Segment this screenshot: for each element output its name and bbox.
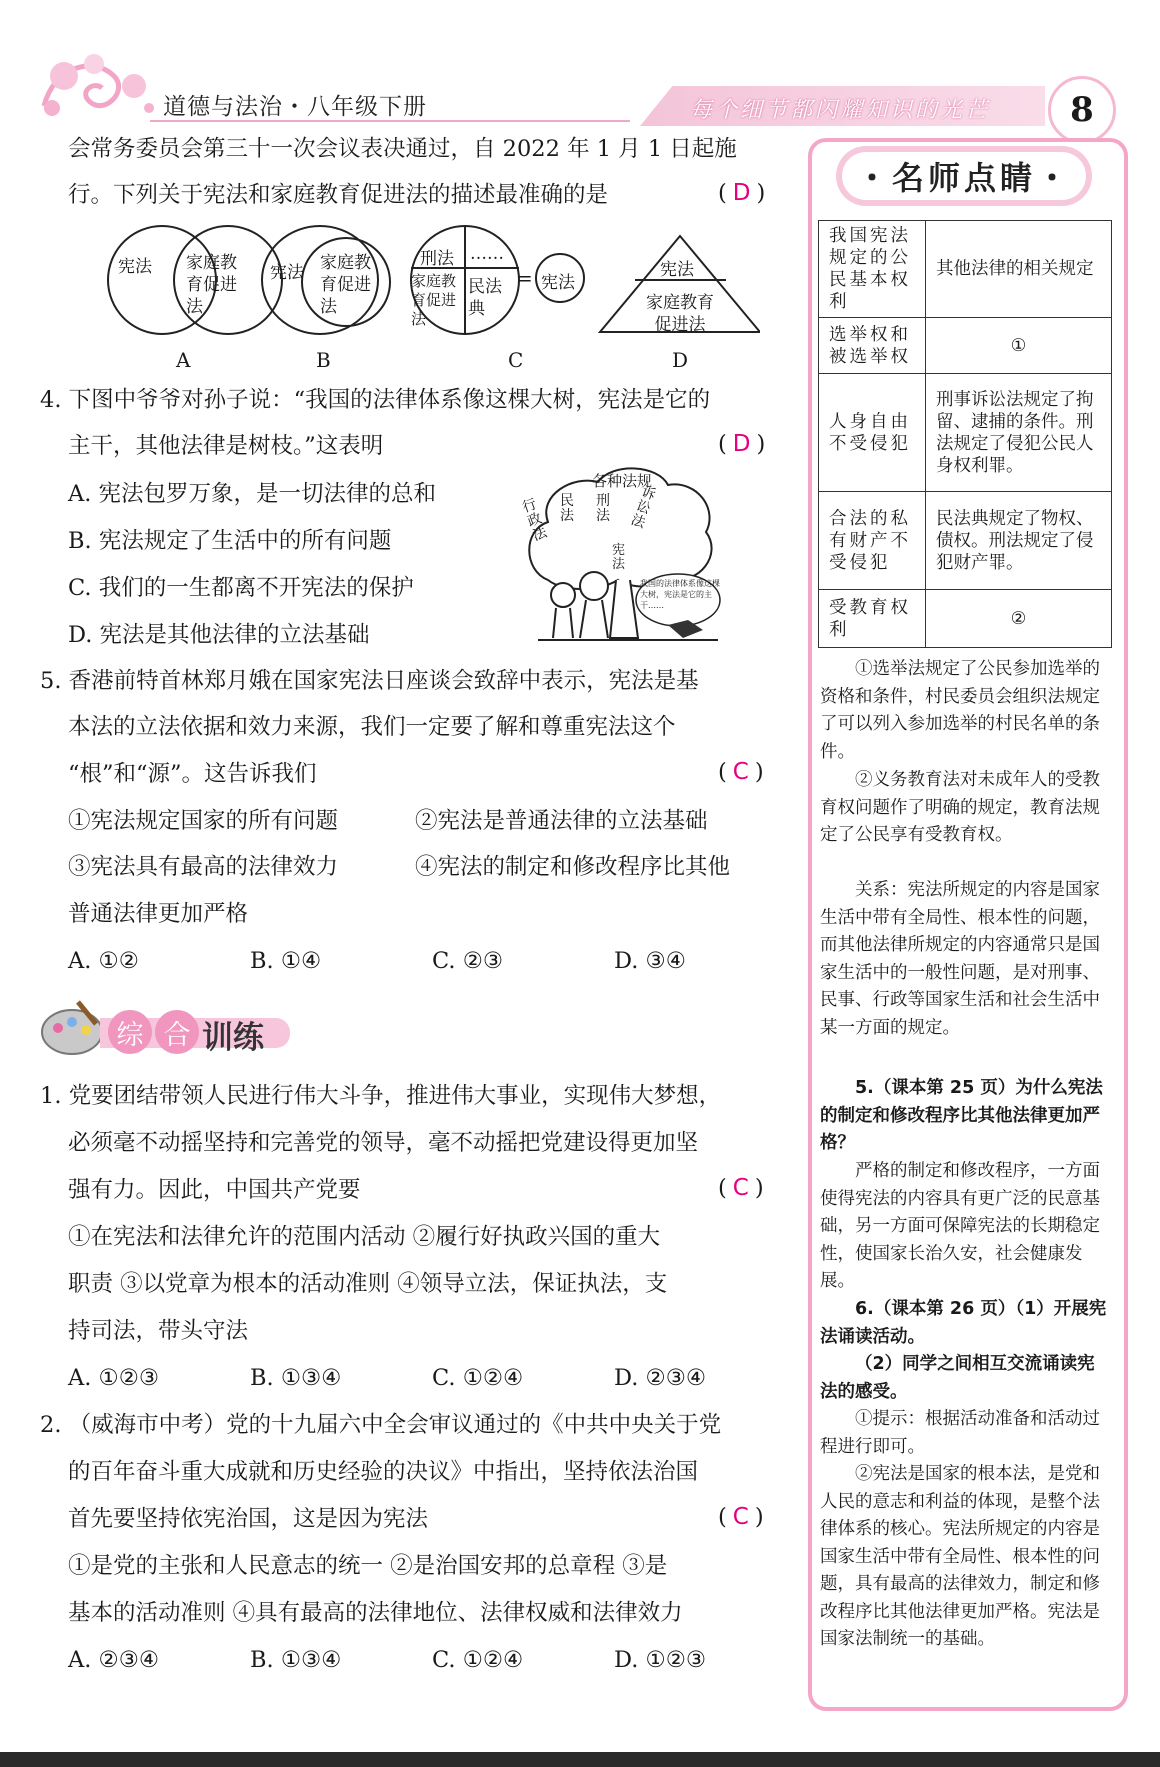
c2-option-d: D. ①②③ <box>614 1647 707 1673</box>
slogan: 每个细节都闪耀知识的光芒 <box>690 98 991 123</box>
q4-option-d: D. 宪法是其他法律的立法基础 <box>68 622 370 648</box>
c2-answer: ( C ) <box>718 1504 764 1530</box>
tree-branch-1: 行政法 <box>520 496 550 545</box>
c1-statements-2: 职责 ③以党章为根本的活动准则 ④领导立法，保证执法，支 <box>68 1271 668 1297</box>
c1-option-c: C. ①②④ <box>432 1365 524 1391</box>
table-row <box>819 318 1112 374</box>
q5-statement-4: ④宪法的制定和修改程序比其他 <box>415 854 731 880</box>
q5-statement-2: ②宪法是普通法律的立法基础 <box>415 808 708 834</box>
table-cell: ① <box>926 318 1112 374</box>
table-row <box>819 374 1112 492</box>
q5-option-d: D. ③④ <box>614 948 686 974</box>
c2-line1: 2. （威海市中考）党的十九届六中全会审议通过的《中共中央关于党 <box>40 1412 722 1438</box>
section-title-rest: 训练 <box>202 1020 264 1056</box>
table-cell: 受教育权利 <box>819 590 926 648</box>
q4-line2: 主干，其他法律是树枝。”这表明 <box>68 433 384 459</box>
diagram-c-result: 宪法 <box>541 273 575 293</box>
bottom-bar <box>0 1752 1160 1767</box>
diagram-a-left: 宪法 <box>118 257 152 277</box>
table-cell: 人身自由不受侵犯 <box>819 374 926 492</box>
page-number: 8 <box>1070 90 1094 130</box>
c1-line2: 必须毫不动摇坚持和完善党的领导，毫不动摇把党建设得更加坚 <box>68 1130 699 1156</box>
q5-line2: 本法的立法依据和效力来源，我们一定要了解和尊重宪法这个 <box>68 714 676 740</box>
diagram-c-bottom-right: 民法典 <box>468 277 502 319</box>
c1-option-b: B. ①③④ <box>250 1365 342 1391</box>
page-header <box>0 0 1160 140</box>
diagram-a-label: A <box>176 348 191 372</box>
q5-statement-3: ③宪法具有最高的法律效力 <box>68 854 339 880</box>
sidebar-q5-heading: 5.（课本第 25 页）为什么宪法的制定和修改程序比其他法律更加严格？ <box>820 1078 1103 1153</box>
c2-line2: 的百年奋斗重大成就和历史经验的决议》中指出，坚持依法治国 <box>68 1459 699 1485</box>
c1-option-a: A. ①②③ <box>68 1365 160 1391</box>
diagram-b-outer: 宪法 <box>270 263 304 283</box>
c1-line3: 强有力。因此，中国共产党要 <box>68 1177 361 1203</box>
sidebar-paragraph-6: ②宪法是国家的根本法，是党和人民的意志和利益的体现，是整个法律体系的核心。宪法所规定的内容是国家生活中带有全局性、根本性的问题，具有最高的法律效力，制定和修改程序比其他法律更加严格。宪法是国家法制统一的基础。 <box>820 1464 1100 1649</box>
table-cell: 其他法律的相关规定 <box>926 221 1112 318</box>
table-cell: ② <box>926 590 1112 648</box>
table-row <box>819 221 1112 318</box>
q5-option-c: C. ②③ <box>432 948 504 974</box>
sidebar-q6-heading-1: 6.（课本第 26 页）（1）开展宪法诵读活动。 <box>820 1299 1107 1347</box>
q5-statement-4b: 普通法律更加严格 <box>68 901 249 927</box>
q5-option-a: A. ①② <box>68 948 139 974</box>
c2-option-c: C. ①②④ <box>432 1647 524 1673</box>
q5-statement-1: ①宪法规定国家的所有问题 <box>68 808 339 834</box>
sidebar-title-pill <box>842 152 1086 200</box>
c1-option-d: D. ②③④ <box>614 1365 707 1391</box>
c2-statements-1: ①是党的主张和人民意志的统一 ②是治国安邦的总章程 ③是 <box>68 1553 668 1579</box>
sidebar-paragraph-1: ①选举法规定了公民参加选举的资格和条件，村民委员会组织法规定了可以列入参加选举的村民名单的条件。 <box>820 659 1100 762</box>
table-row <box>819 590 1112 648</box>
sidebar-paragraph-2: ②义务教育法对未成年人的受教育权问题作了明确的规定，教育法规定了公民享有受教育权。 <box>820 770 1100 845</box>
page-number-badge <box>1048 76 1116 144</box>
q5-line3: “根”和“源”。这告诉我们 <box>68 761 317 787</box>
diagram-b-inner: 家庭教育促进法 <box>320 253 371 317</box>
section-char-1: 综 <box>108 1010 152 1054</box>
diagram-d-bottom: 家庭教育促进法 <box>646 293 714 335</box>
section-char-2: 合 <box>155 1010 199 1054</box>
diagram-c-top-left: 刑法 <box>420 249 454 269</box>
diagram-d-top: 宪法 <box>660 260 694 280</box>
table-cell: 刑事诉讼法规定了拘留、逮捕的条件。刑法规定了侵犯公民人身权利罪。 <box>926 374 1112 492</box>
tree-branch-3: 刑法 <box>596 493 610 524</box>
diagram-c-top-right: …… <box>470 244 504 264</box>
floral-ornament-icon <box>34 46 164 126</box>
diagram-c-bottom-left: 家庭教育促进法 <box>411 272 457 328</box>
tree-branch-2: 民法 <box>560 493 574 524</box>
c1-statements-1: ①在宪法和法律允许的范围内活动 ②履行好执政兴国的重大 <box>68 1224 661 1250</box>
diagram-a-right: 家庭教育促进法 <box>186 253 237 317</box>
q4-answer: ( D ) <box>718 431 766 457</box>
c2-line3: 首先要坚持依宪治国，这是因为宪法 <box>68 1506 429 1532</box>
table-row <box>819 492 1112 590</box>
sidebar-q6-heading-2: （2）同学之间相互交流诵读宪法的感受。 <box>820 1354 1095 1402</box>
table-cell: 民法典规定了物权、债权。刑法规定了侵犯财产罪。 <box>926 492 1112 590</box>
q4-option-a: A. 宪法包罗万象，是一切法律的总和 <box>68 481 437 507</box>
c1-answer: ( C ) <box>718 1175 764 1201</box>
diagram-b-label: B <box>316 348 331 372</box>
q4-option-c: C. 我们的一生都离不开宪法的保护 <box>68 575 414 601</box>
tree-trunk-label: 宪法 <box>612 543 626 572</box>
book-title: 道德与法治・八年级下册 <box>163 94 427 120</box>
tree-speech-bubble: 我国的法律体系像这棵大树，宪法是它的主干…… <box>640 579 720 610</box>
tree-branch-4: 诉讼法 <box>628 483 658 532</box>
q4-option-b: B. 宪法规定了生活中的所有问题 <box>68 528 392 554</box>
c2-option-a: A. ②③④ <box>68 1647 160 1673</box>
q5-answer: ( C ) <box>718 759 764 785</box>
q4-line1: 4. 下图中爷爷对孙子说：“我国的法律体系像这棵大树，宪法是它的 <box>40 387 711 413</box>
q3-line2: 行。下列关于宪法和家庭教育促进法的描述最准确的是 <box>68 182 609 208</box>
sidebar-paragraph-4: 严格的制定和修改程序，一方面使得宪法的内容具有更广泛的民意基础，另一方面可保障宪法的长期稳定性，使国家长治久安，社会健康发展。 <box>820 1161 1100 1291</box>
q5-line1: 5. 香港前特首林郑月娥在国家宪法日座谈会致辞中表示，宪法是基 <box>40 668 699 694</box>
c2-option-b: B. ①③④ <box>250 1647 342 1673</box>
palette-icon <box>38 994 108 1060</box>
sidebar-title: ・名师点睛・ <box>855 159 1072 197</box>
table-cell: 合法的私有财产不受侵犯 <box>819 492 926 590</box>
sidebar-paragraph-3: 关系：宪法所规定的内容是国家生活中带有全局性、根本性的问题，而其他法律所规定的内容通常只是国家生活中的一般性问题，是对刑事、民事、行政等国家生活和社会生活中某一方面的规定。 <box>820 880 1100 1038</box>
q3-answer: ( D ) <box>718 180 766 206</box>
q5-option-b: B. ①④ <box>250 948 322 974</box>
c1-line1: 1. 党要团结带领人民进行伟大斗争，推进伟大事业，实现伟大梦想， <box>40 1083 722 1109</box>
c2-statements-2: 基本的活动准则 ④具有最高的法律地位、法律权威和法律效力 <box>68 1600 683 1626</box>
diagram-c-label: C <box>508 348 524 372</box>
table-cell: 选举权和被选举权 <box>819 318 926 374</box>
diagram-c-equals: = <box>516 266 533 290</box>
sidebar-paragraph-5: ①提示：根据活动准备和活动过程进行即可。 <box>820 1409 1100 1457</box>
tree-title: 各种法规 <box>592 472 653 490</box>
rights-table <box>818 220 1112 648</box>
q3-line1: 会常务委员会第三十一次会议表决通过，自 2022 年 1 月 1 日起施 <box>68 136 737 162</box>
diagram-d-label: D <box>672 348 689 372</box>
c1-statements-3: 持司法，带头守法 <box>68 1318 249 1344</box>
table-cell: 我国宪法规定的公民基本权利 <box>819 221 926 318</box>
